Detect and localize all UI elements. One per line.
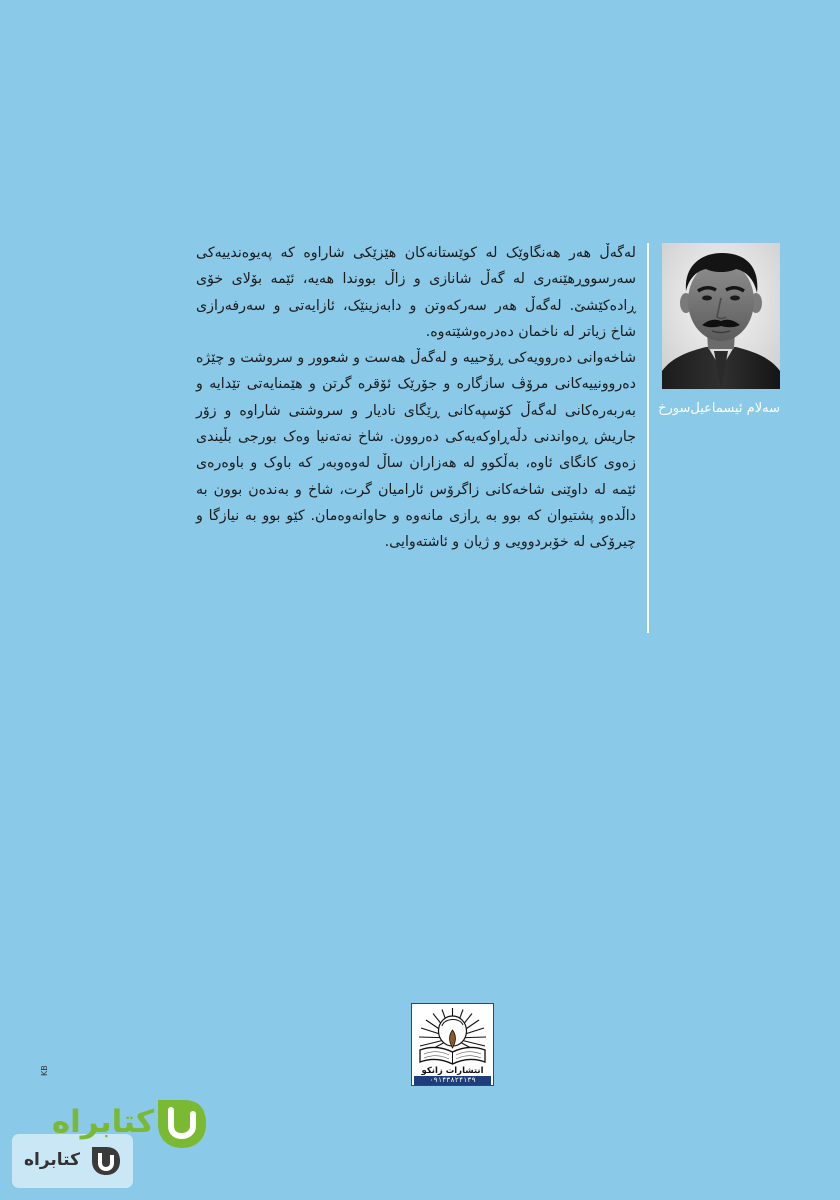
vertical-divider [647,243,649,633]
author-portrait-image [662,243,780,389]
watermark [42,1094,212,1156]
publisher-logo [411,1003,494,1086]
watermark-small-text: کتابراه [23,1150,80,1170]
watermark-logo-icon [154,1094,210,1152]
blurb-paragraph-2: شاخەوانی دەروویەکی ڕۆحییە و لەگەڵ هەست و شعوور و سروشت و چێژە دەروونییەکانی مرۆڤ سازگارە و جۆرێک ئۆقرە گرتن و هێمنایەتی تێدایە و بەربەرەکانی لەگەڵ کۆسپەکانی ڕێگای نادیار و سروشتی شاراوە و زۆر جاریش ڕەواندنی دڵەڕاوکەیەکی دەروون. شاخ نەتەنیا وەک بورجی بڵیندی زەوی کانگای ئاوە، بەڵکوو لە هەزاران ساڵ لەوەوبەر کە باوک و باوەرەی ئێمە لە داوێنی شاخەکانی زاگرۆس ئارامیان گرت، شاخ و بەندەن بوون بە داڵدەو پشتیوان کە بوو بە ڕازی مانەوە و حاوانەوەمان. کێو بوو بە نیازگا و چیرۆکی لە خۆبردوویی و ژیان و ئاشتەوایی. [196,350,636,551]
publisher-name: انتشارات زانکو [421,1066,484,1076]
watermark-text: کتابراه [51,1104,154,1140]
side-mark: KB [40,1065,49,1076]
publisher-phone: ۰۹۱۴۳۸۲۴۱۳۹ [414,1076,491,1085]
author-photo [662,243,780,389]
author-name: سەلام ئیسماعیل‌سورخ [658,401,780,416]
blurb-paragraph-1: لەگەڵ هەر هەنگاوێک لە کوێستانەکان هێزێکی شاراوە کە پەیوەندییەکی سەرسووڕهێنەری لە گەڵ شانازی و زاڵ بووندا هەیە، ئێمە بۆلای خۆی ڕادەکێشێ. لەگەڵ هەر سەرکەوتن و دابەزینێک، ئازایەتی و سەرفەرازی شاخ زیاتر لە ناخمان دەدرەوشێتەوە. [196,245,636,340]
blurb-text [196,240,636,556]
